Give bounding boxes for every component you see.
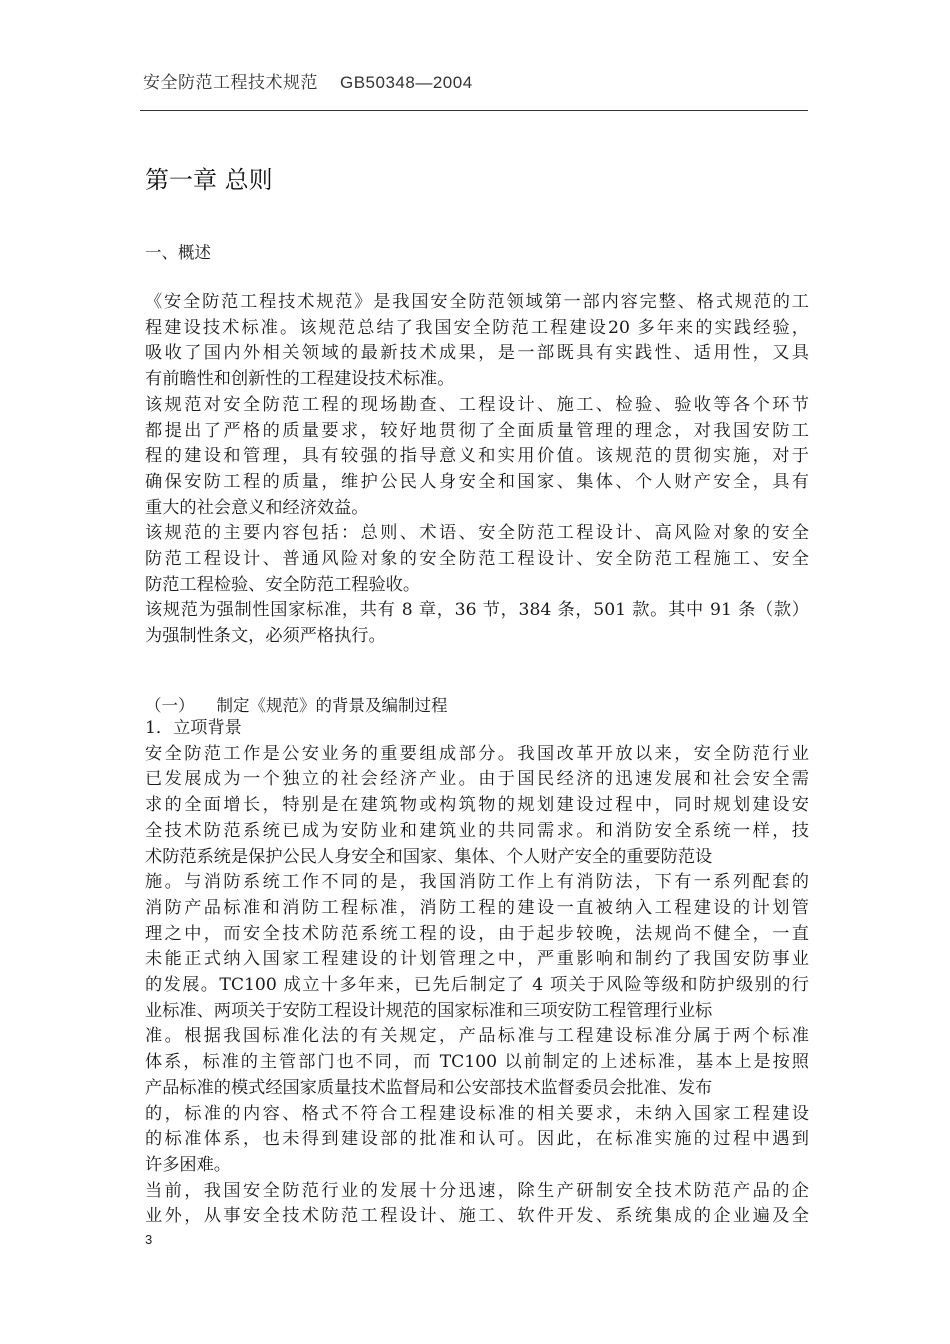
text-line: 有前瞻性和创新性的工程建设技术标准。 xyxy=(145,369,455,390)
text-line: 都提出了严格的质量要求，较好地贯彻了全面质量管理的理念，对我国安防工 xyxy=(145,420,809,441)
subsection-title: 制定《规范》的背景及编制过程 xyxy=(216,696,448,715)
text-line: 全技术防范系统已成为安防业和建筑业的共同需求。和消防安全系统一样，技 xyxy=(145,820,809,841)
background-section xyxy=(145,716,809,1230)
text-line: 当前，我国安全防范行业的发展十分迅速，除生产研制安全技术防范产品的企 xyxy=(145,1180,809,1201)
text-line: 重大的社会意义和经济效益。 xyxy=(145,497,369,518)
section-title: 一、概述 xyxy=(145,243,211,262)
text-line: 业外，从事安全技术防范工程设计、施工、软件开发、系统集成的企业遍及全 xyxy=(145,1206,809,1227)
header-title: 安全防范工程技术规范 xyxy=(143,73,318,93)
running-header xyxy=(143,68,473,93)
text-line: 理之中，而安全技术防范系统工程的设，由于起步较晚，法规尚不健全，一直 xyxy=(145,923,809,944)
text-line: 施。与消防系统工作不同的是，我国消防工作上有消防法，下有一系列配套的 xyxy=(145,872,809,893)
subsection-heading xyxy=(145,692,448,716)
text-line: 程建设技术标准。该规范总结了我国安全防范工程建设20 多年来的实践经验， xyxy=(145,317,809,338)
text-line: 该规范对安全防范工程的现场勘查、工程设计、施工、检验、验收等各个环节 xyxy=(145,394,809,415)
item-heading: 1．立项背景 xyxy=(145,718,242,738)
text-line: 许多困难。 xyxy=(145,1154,231,1175)
chapter-title: 第一章 总则 xyxy=(145,166,273,194)
overview-paragraphs xyxy=(145,290,809,650)
text-line: 的发展。TC100 成立十多年来，已先后制定了 4 项关于风险等级和防护级别的行 xyxy=(145,975,809,996)
text-line: 消防产品标准和消防工程标准，消防工程的建设一直被纳入工程建设的计划管 xyxy=(145,897,809,918)
text-line: 吸收了国内外相关领域的最新技术成果，是一部既具有实践性、适用性，又具 xyxy=(145,343,809,364)
text-line: 未能正式纳入国家工程建设的计划管理之中，严重影响和制约了我国安防事业 xyxy=(145,949,809,970)
text-line: 产品标准的模式经国家质量技术监督局和公安部技术监督委员会批准、发布 xyxy=(145,1077,713,1098)
text-line: 该规范的主要内容包括：总则、术语、安全防范工程设计、高风险对象的安全 xyxy=(145,523,809,544)
text-line: 业标准、两项关于安防工程设计规范的国家标准和三项安防工程管理行业标 xyxy=(145,1000,713,1021)
page-number: 3 xyxy=(145,1232,153,1247)
text-line: 术防范系统是保护公民人身安全和国家、集体、个人财产安全的重要防范设 xyxy=(145,846,713,867)
text-line: 为强制性条文，必须严格执行。 xyxy=(145,626,386,647)
text-line: 体系，标准的主管部门也不同，而 TC100 以前制定的上述标准，基本上是按照 xyxy=(145,1052,809,1073)
header-divider xyxy=(140,110,808,111)
text-line: 防范工程检验、安全防范工程验收。 xyxy=(145,574,421,595)
text-line: 程的建设和管理，具有较强的指导意义和实用价值。该规范的贯彻实施，对于 xyxy=(145,446,809,467)
subsection-number: （一） xyxy=(145,696,195,715)
text-line: 已发展成为一个独立的社会经济产业。由于国民经济的迅速发展和社会安全需 xyxy=(145,769,809,790)
text-line: 确保安防工程的质量，维护公民人身安全和国家、集体、个人财产安全，具有 xyxy=(145,471,809,492)
text-line: 《安全防范工程技术规范》是我国安全防范领域第一部内容完整、格式规范的工 xyxy=(145,292,809,312)
text-line: 安全防范工作是公安业务的重要组成部分。我国改革开放以来，安全防范行业 xyxy=(145,743,809,764)
text-line: 准。根据我国标准化法的有关规定，产品标准与工程建设标准分属于两个标准 xyxy=(145,1026,809,1047)
text-line: 求的全面增长，特别是在建筑物或构筑物的规划建设过程中，同时规划建设安 xyxy=(145,795,809,816)
header-standard-code: GB50348—2004 xyxy=(340,73,473,92)
text-line: 的，标准的内容、格式不符合工程建设标准的相关要求，未纳入国家工程建设 xyxy=(145,1103,809,1124)
text-line: 该规范为强制性国家标准，共有 8 章，36 节，384 条，501 款。其中 91 条（款） xyxy=(145,600,809,621)
text-line: 防范工程设计、普通风险对象的安全防范工程设计、安全防范工程施工、安全 xyxy=(145,549,809,570)
text-line: 的标准体系，也未得到建设部的批准和认可。因此，在标准实施的过程中遇到 xyxy=(145,1129,809,1150)
